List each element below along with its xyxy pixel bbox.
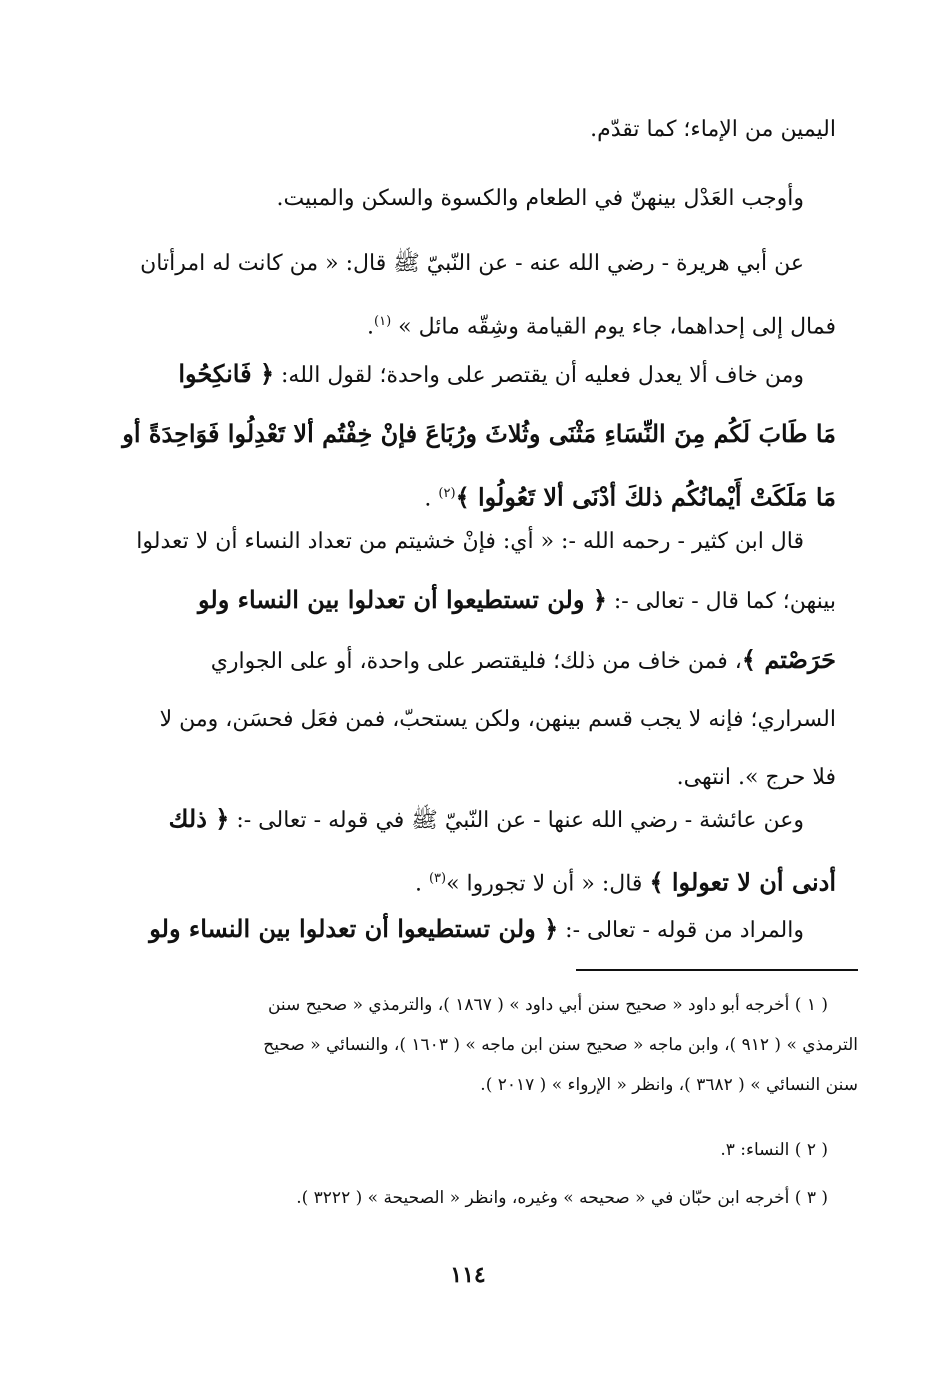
footnote-line: سنن النسائي » ( ٣٦٨٢ )، وانظر « الإرواء » ( ٢٠١٧ ). [480, 1075, 858, 1095]
quran-verse: ﴿ ولن تستطيعوا أن تعدلوا بين النساء ولو [198, 585, 607, 614]
text-segment: فمال إلى إحداهما، جاء يوم القيامة وشِقّه مائل » [398, 314, 836, 340]
paragraph-6 [100, 790, 836, 913]
footnote-ref-2[interactable]: (٢) [438, 486, 456, 501]
text-line [100, 790, 836, 850]
paragraph-7 [100, 900, 836, 960]
footnote-ref-3[interactable]: (٣) [428, 871, 447, 886]
footnote-line: ( ١ ) أخرجه أبو داود « صحيح سنن أبي داود » ( ١٨٦٧ )، والترمذي « صحيح سنن [267, 995, 828, 1015]
paragraph-5 [100, 513, 836, 807]
text-line [100, 631, 836, 691]
text-line [100, 405, 836, 465]
paragraph-3 [100, 235, 836, 356]
text-line: وأوجب العَدْل بينهنّ في الطعام والكسوة والسكن والمبيت. [276, 186, 804, 211]
paragraph-1 [100, 101, 836, 159]
text-line [100, 345, 836, 405]
text-line: عن أبي هريرة - رضي الله عنه - عن النّبيّ ﷺ قال: « من كانت له امرأتان [140, 251, 804, 276]
quran-verse: مَا مَلَكَتْ أَيْمانُكُم ذلكَ أدْنَى ألا تَعُولُوا ﴾ [455, 482, 836, 512]
page-number: ١١٤ [450, 1262, 486, 1288]
text-line: فلا حرج ». انتهى. [676, 765, 836, 790]
footnote-line: ( ٣ ) أخرجه ابن حبّان في « صحيحه » وغيره، وانظر « الصحيحة » ( ٣٢٢٢ ). [296, 1188, 828, 1208]
punctuation: . [414, 871, 422, 897]
footnote-line: ( ٢ ) النساء: ٣. [720, 1140, 828, 1160]
text-segment: ومن خاف ألا يعدل فعليه أن يقتصر على واحدة؛ لقول الله: [281, 363, 804, 388]
text-line [100, 571, 836, 631]
footnote-divider [576, 969, 858, 971]
text-segment: والمراد من قوله - تعالى -: [565, 918, 804, 943]
punctuation: . [424, 486, 432, 512]
footnote-ref-1[interactable]: (١) [374, 314, 392, 329]
quran-verse: أدنى أن لا تعولوا ﴾ [649, 867, 836, 897]
footnote-3 [100, 1178, 858, 1218]
quran-verse: ﴿ ذلك [168, 804, 230, 833]
quran-verse: مَا طَابَ لَكُم مِنَ النِّسَاءِ مَثْنَى وثُلاثَ ورُبَاعَ فإنْ خِفْتُم ألا تَعْدِلُوا فَوَاحِدَةً أو [122, 419, 836, 448]
text-line: اليمين من الإماء؛ كما تقدّم. [590, 117, 836, 142]
paragraph-2 [100, 170, 836, 228]
quran-verse: ﴿ ولن تستطيعوا أن تعدلوا بين النساء ولو [149, 914, 559, 943]
footnote-line: الترمذي » ( ٩١٢ )، وابن ماجه « صحيح سنن ابن ماجه » ( ١٦٠٣ )، والنسائي « صحيح [263, 1035, 858, 1055]
footnote-2 [100, 1130, 858, 1170]
text-line: قال ابن كثير - رحمه الله -: « أي: فإنْ خشيتم من تعداد النساء أن لا تعدلوا [136, 529, 804, 554]
footnote-1 [100, 985, 858, 1105]
quran-verse: حَرَصْتم ﴾ [741, 645, 836, 674]
text-segment: بينهن؛ كما قال - تعالى -: [613, 589, 836, 614]
quran-verse: ﴿ فَانكِحُوا [178, 359, 275, 388]
text-segment: وعن عائشة - رضي الله عنها - عن النّبيّ ﷺ في قوله - تعالى -: [236, 808, 804, 833]
text-segment: قال: « أن لا تجوروا » [446, 871, 643, 897]
text-line: السراري؛ فإنه لا يجب قسم بينهن، ولكن يستحبّ، فمن فعَل فحسَن، ومن لا [159, 707, 836, 732]
text-line [100, 900, 836, 960]
punctuation: . [367, 314, 374, 340]
text-segment: ، فمن خاف من ذلك؛ فليقتصر على واحدة، أو على الجواري [210, 649, 742, 674]
paragraph-4 [100, 345, 836, 528]
